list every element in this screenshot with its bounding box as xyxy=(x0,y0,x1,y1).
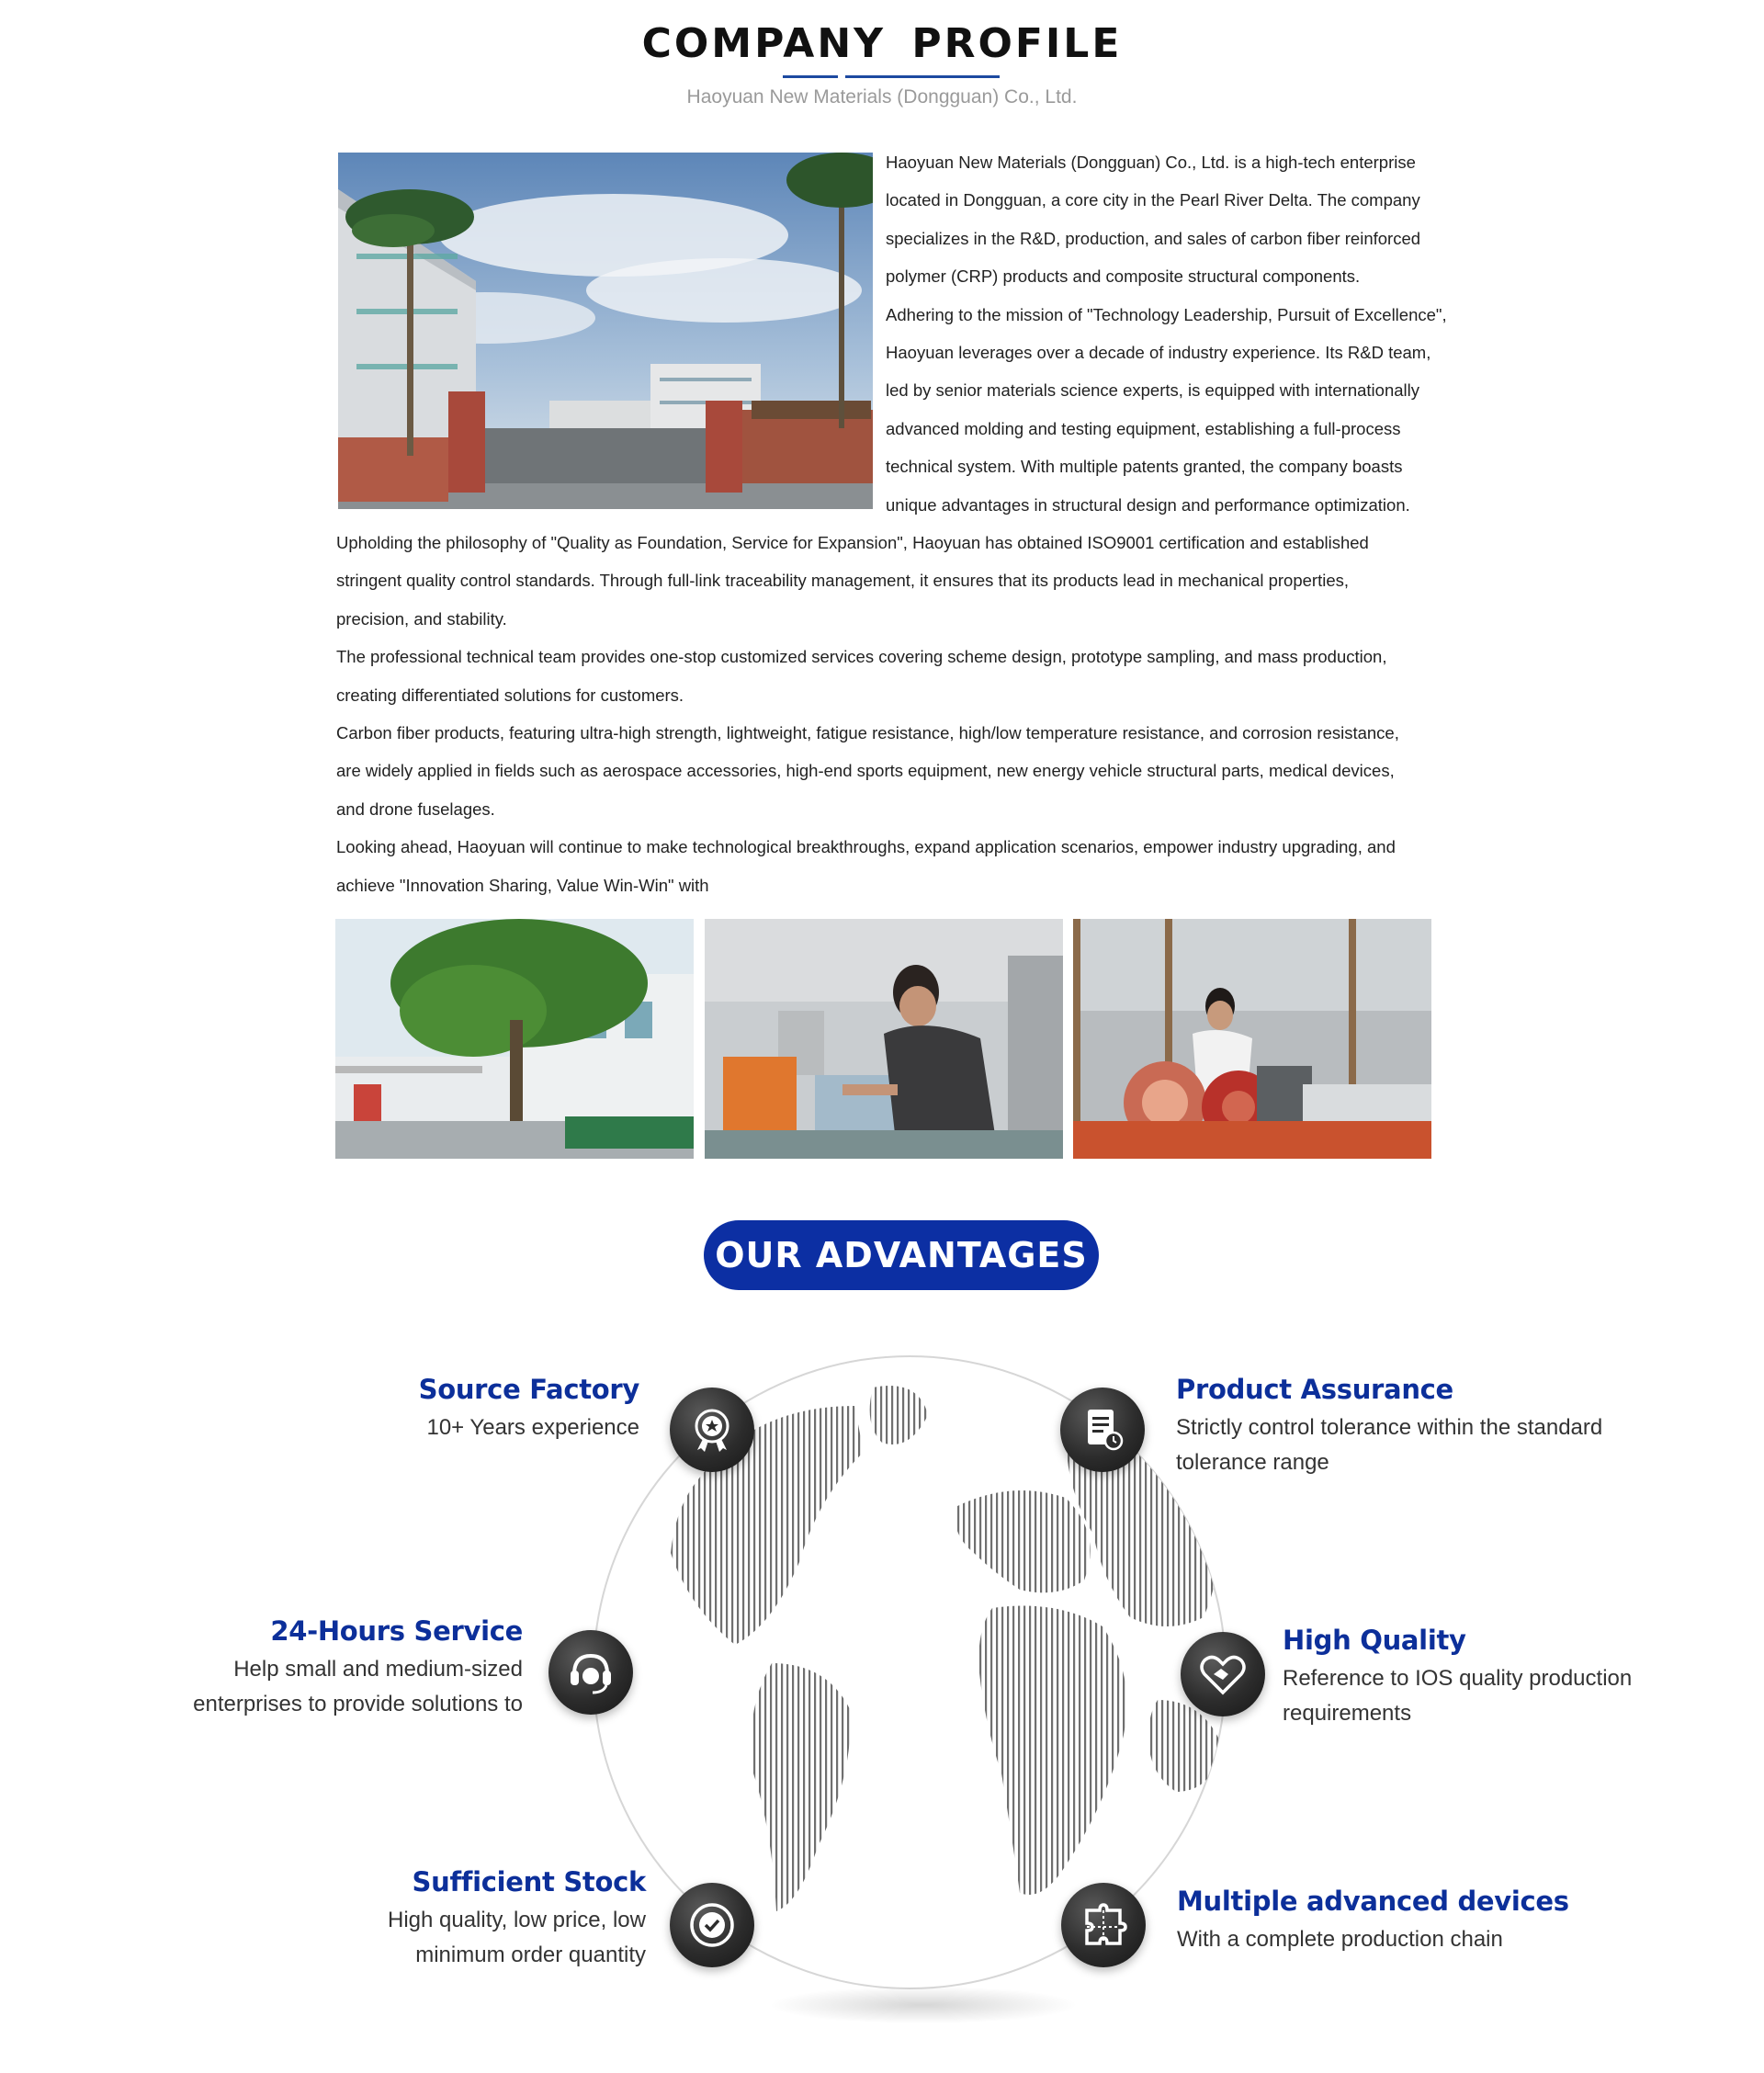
advantage-desc-line: High quality, low price, low xyxy=(387,1908,646,1932)
advantage-desc-line: 10+ Years experience xyxy=(426,1415,639,1440)
advantage-title-high-quality: High Quality xyxy=(1283,1625,1466,1656)
advantage-title-source-factory: Source Factory xyxy=(418,1374,639,1405)
advantage-desc-source-factory xyxy=(426,1410,639,1445)
advantage-desc-line: Help small and medium-sized xyxy=(233,1657,523,1682)
headset-icon xyxy=(548,1630,633,1715)
profile-text-line: Looking ahead, Haoyuan will continue to make technological breakthroughs, expand application scenarios, empower industry upgrading, and xyxy=(336,837,1396,857)
advantage-title-24-hours-service: 24-Hours Service xyxy=(270,1615,523,1647)
advantage-desc-multiple-advanced-devices xyxy=(1177,1922,1503,1957)
profile-text-line: Adhering to the mission of "Technology Leadership, Pursuit of Excellence", xyxy=(886,304,1447,324)
handshake-heart-icon xyxy=(1181,1632,1265,1716)
factory-exterior-photo xyxy=(338,153,873,509)
advantage-desc-line: With a complete production chain xyxy=(1177,1927,1503,1952)
advantage-desc-line: Reference to IOS quality production xyxy=(1283,1666,1633,1691)
profile-text-line: Haoyuan New Materials (Dongguan) Co., Ltd. is a high-tech enterprise xyxy=(886,153,1416,172)
profile-text-line: stringent quality control standards. Through full-link traceability management, it ensures that its products lead in mechanical properties, xyxy=(336,571,1350,591)
award-medal-icon xyxy=(670,1388,754,1472)
profile-text-line: unique advantages in structural design and performance optimization. xyxy=(886,494,1410,515)
check-circle-icon xyxy=(670,1883,754,1967)
title-underline-left xyxy=(783,75,838,78)
profile-text-line: Carbon fiber products, featuring ultra-high strength, lightweight, fatigue resistance, high/low temperature resistance, and corrosion resistance, xyxy=(336,723,1399,743)
profile-text-line: Upholding the philosophy of "Quality as Foundation, Service for Expansion", Haoyuan has obtained ISO9001 certification and established xyxy=(336,533,1369,552)
profile-side-text xyxy=(886,143,1447,524)
title-underline-right xyxy=(845,75,1000,78)
advantage-desc-line: tolerance range xyxy=(1176,1450,1329,1475)
profile-text-line: advanced molding and testing equipment, establishing a full-process xyxy=(886,418,1401,438)
advantage-desc-24-hours-service xyxy=(193,1652,523,1722)
worker-lab-photo xyxy=(705,919,1063,1159)
profile-text-line: are widely applied in fields such as aerospace accessories, high-end sports equipment, new energy vehicle structural parts, medical devices, xyxy=(336,761,1395,781)
profile-text-line: and drone fuselages. xyxy=(336,799,495,819)
advantage-title-product-assurance: Product Assurance xyxy=(1176,1374,1453,1405)
factory-courtyard-photo xyxy=(335,919,694,1159)
profile-text-line: led by senior materials science experts, is equipped with internationally xyxy=(886,380,1419,401)
profile-text-line: specializes in the R&D, production, and sales of carbon fiber reinforced xyxy=(886,228,1421,248)
advantage-title-sufficient-stock: Sufficient Stock xyxy=(412,1866,646,1897)
profile-text-line: creating differentiated solutions for customers. xyxy=(336,685,684,705)
profile-text-line: achieve "Innovation Sharing, Value Win-Win" with xyxy=(336,875,709,895)
machine-operation-photo xyxy=(1073,919,1431,1159)
advantage-desc-line: minimum order quantity xyxy=(415,1943,646,1967)
advantage-desc-high-quality xyxy=(1283,1661,1632,1731)
our-advantages-heading: OUR ADVANTAGES xyxy=(704,1220,1099,1290)
profile-full-text xyxy=(336,524,1399,904)
globe-shadow xyxy=(772,1987,1075,2023)
profile-text-line: located in Dongguan, a core city in the Pearl River Delta. The company xyxy=(886,190,1420,210)
advantage-desc-line: enterprises to provide solutions to xyxy=(193,1692,523,1716)
advantage-desc-line: requirements xyxy=(1283,1701,1412,1726)
profile-text-line: polymer (CRP) products and composite structural components. xyxy=(886,266,1361,287)
profile-text-line: The professional technical team provides one-stop customized services covering scheme design, prototype sampling, and mass production, xyxy=(336,647,1387,667)
advantage-desc-sufficient-stock xyxy=(388,1903,646,1973)
profile-text-line: Haoyuan leverages over a decade of industry experience. Its R&D team, xyxy=(886,343,1431,363)
company-name-subtitle: Haoyuan New Materials (Dongguan) Co., Ltd. xyxy=(686,86,1078,108)
company-profile-title: COMPANY PROFILE xyxy=(641,20,1123,67)
profile-text-line: precision, and stability. xyxy=(336,608,507,629)
document-check-icon xyxy=(1060,1388,1145,1472)
advantage-desc-product-assurance xyxy=(1176,1410,1602,1480)
advantage-desc-line: Strictly control tolerance within the standard xyxy=(1176,1415,1603,1440)
puzzle-icon xyxy=(1061,1883,1146,1967)
profile-text-line: technical system. With multiple patents granted, the company boasts xyxy=(886,457,1403,477)
advantage-title-multiple-advanced-devices: Multiple advanced devices xyxy=(1177,1886,1569,1917)
